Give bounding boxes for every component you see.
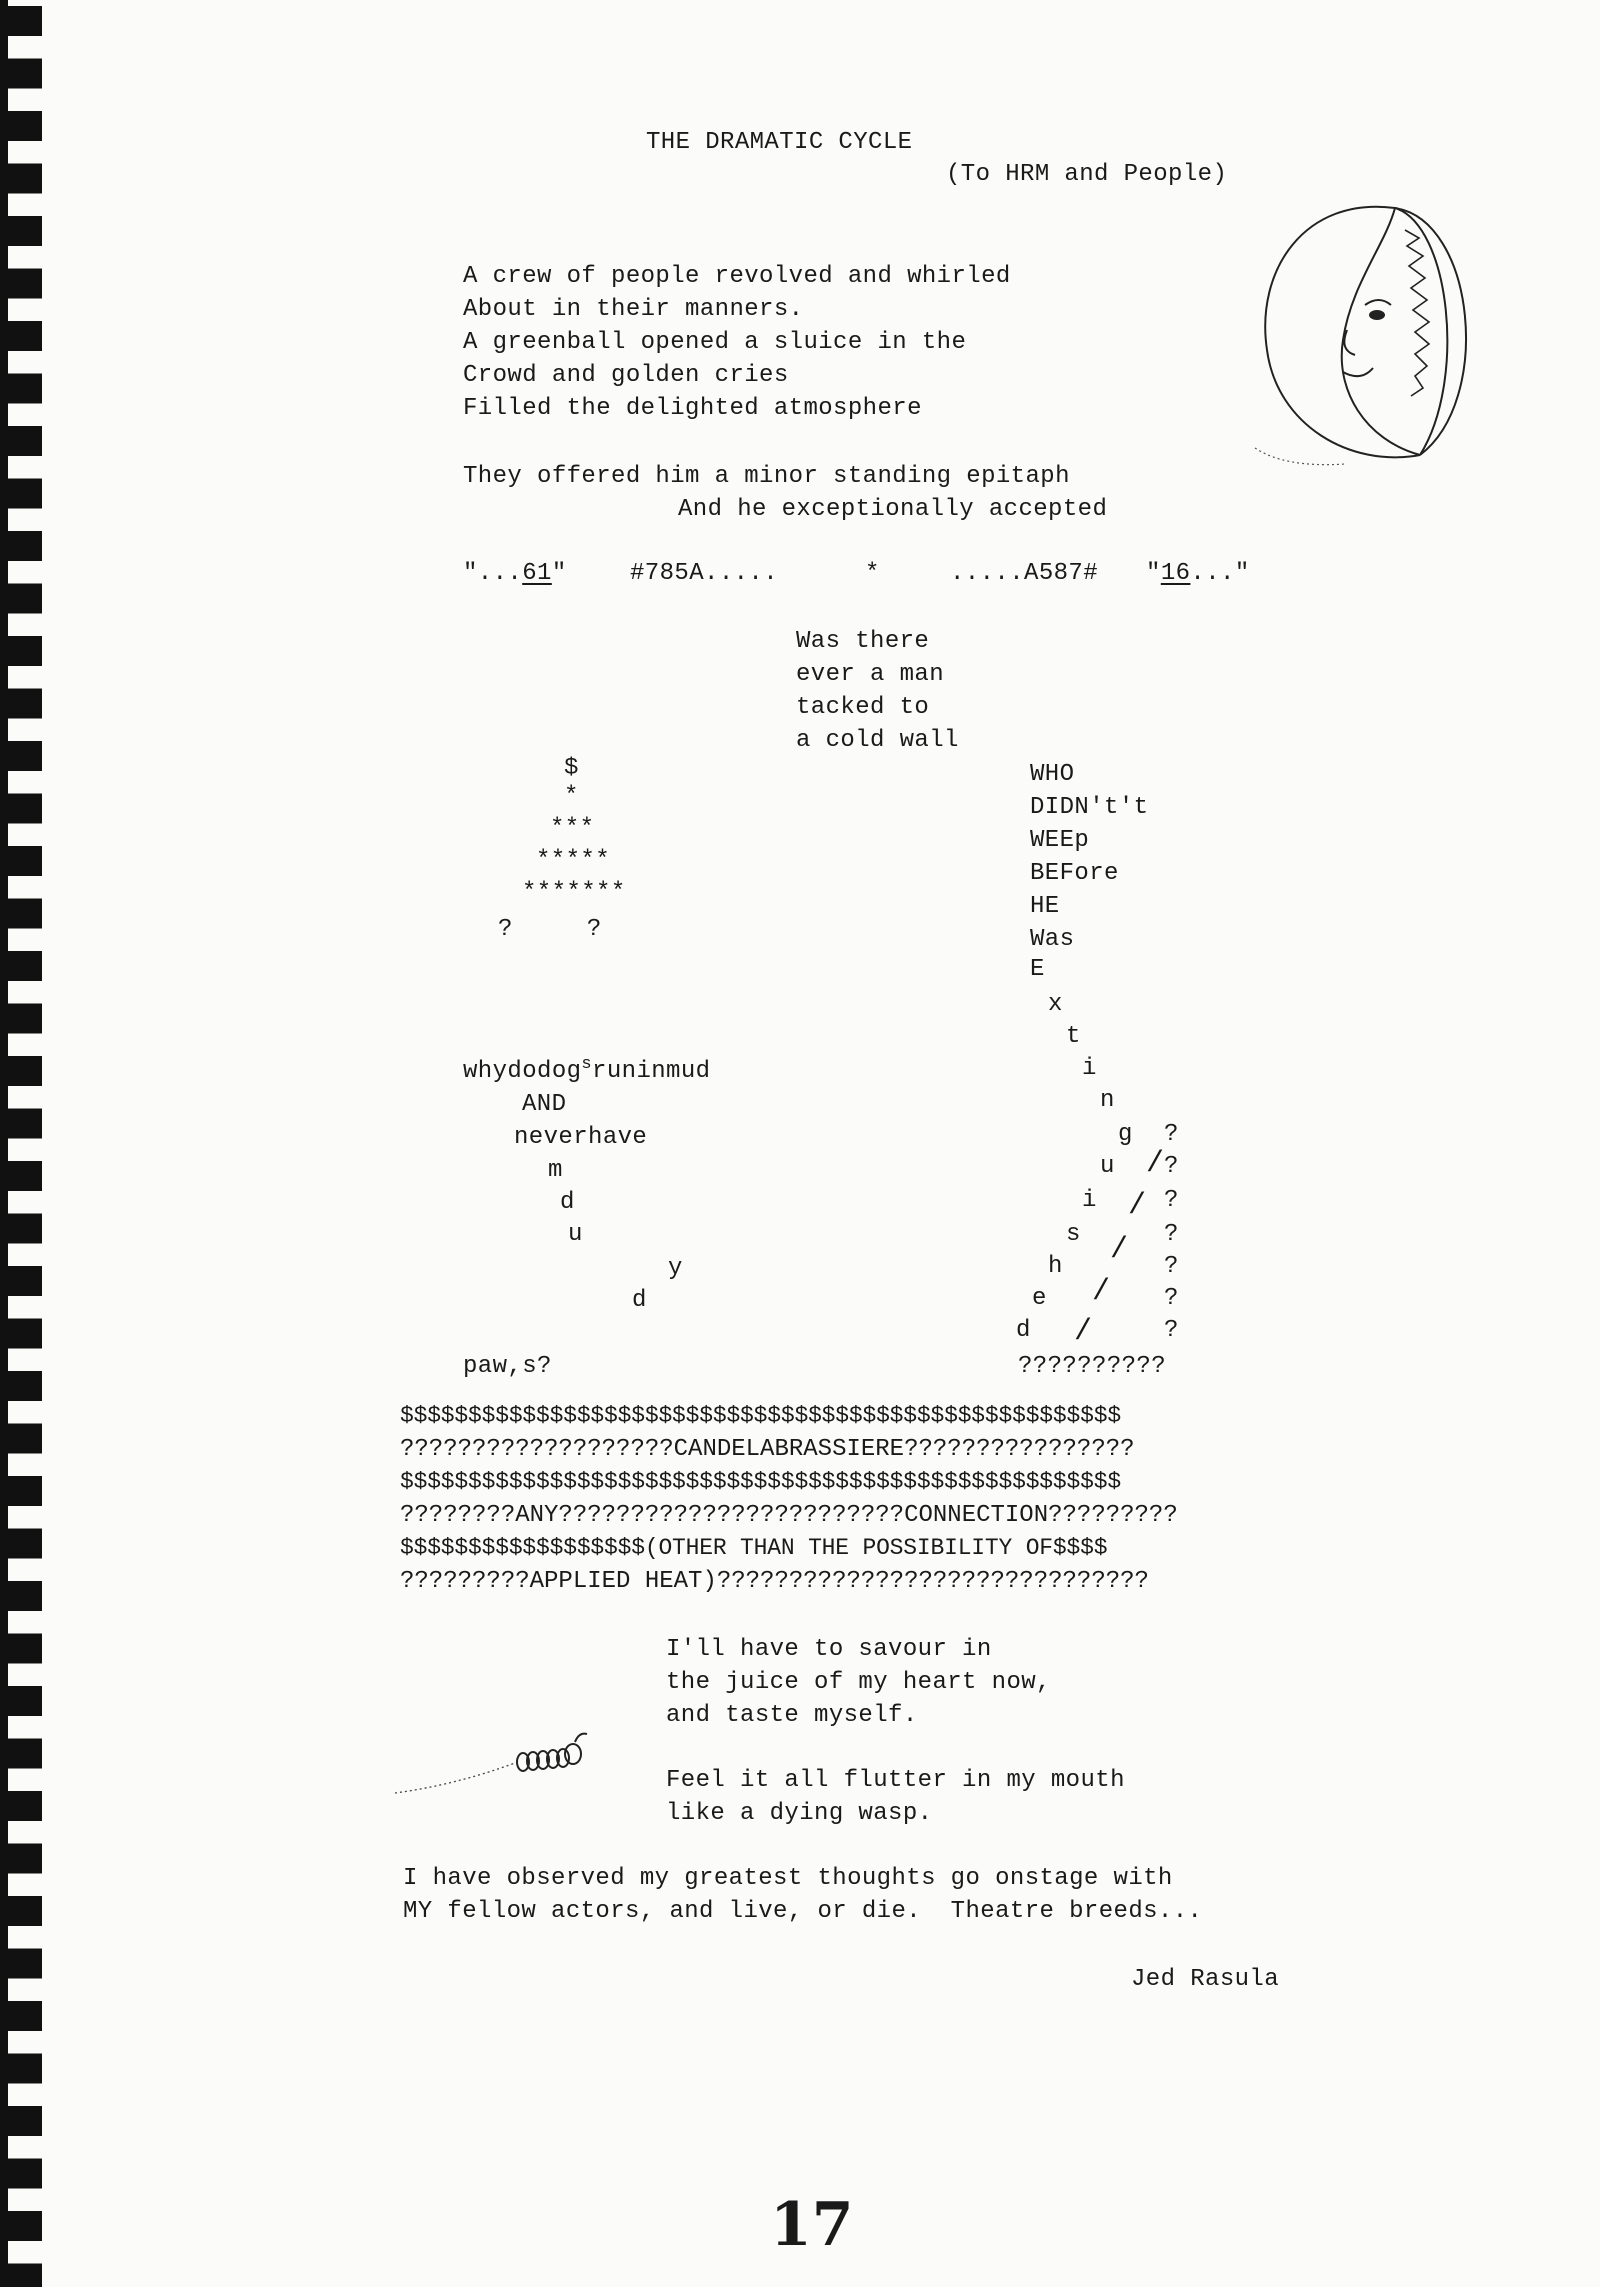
tree-row: *** [550,815,595,842]
binding-hole [0,1004,42,1034]
verse-line: Feel it all flutter in my mouth [666,1767,1125,1794]
diagonal-letter: i [1082,1055,1097,1082]
binding-hole [0,1214,42,1244]
verse-line: WHO [1030,761,1075,788]
binding-hole [0,269,42,299]
question-bar: ?????????? [1018,1353,1167,1380]
binding-hole [0,846,42,876]
binding-hole [0,1056,42,1086]
binding-hole [0,59,42,89]
scatter-letter: m [548,1157,563,1184]
verse-line: Was [1030,926,1075,953]
diagonal-letter: e [1032,1285,1047,1312]
binding-hole [0,899,42,929]
diagonal-letter: d [1016,1317,1031,1344]
binding-hole [0,1529,42,1559]
verse-line: Filled the delighted atmosphere [463,395,922,422]
block-row: ?????????APPLIED HEAT)?????????????????????????????? [400,1568,1149,1595]
diagonal-letter: g [1118,1121,1133,1148]
binding-hole [0,426,42,456]
verse-line: BEFore [1030,860,1119,887]
verse-line: DIDN't't [1030,794,1149,821]
verse-line: AND [522,1091,567,1118]
binding-hole [0,584,42,614]
question-mark: ? [1164,1187,1179,1214]
diagonal-letter: t [1066,1023,1081,1050]
binding-hole [0,2211,42,2241]
tree-row: ******* [522,879,626,906]
question-mark: ? [1164,1253,1179,1280]
binding-hole [0,794,42,824]
verse-line: WEEp [1030,827,1090,854]
tree-row: ***** [536,847,611,874]
code-asterisk: * [865,560,880,587]
binding-hole [0,1476,42,1506]
verse-line: tacked to [796,694,930,721]
binding-hole [0,1686,42,1716]
binding-hole [0,2264,42,2287]
spiral-binding [0,0,50,2287]
slash-mark: / [1146,1147,1165,1181]
verse-line: E [1030,956,1045,983]
verse-line: HE [1030,893,1060,920]
author-name: Jed Rasula [1131,1966,1280,1993]
slash-mark: / [1074,1315,1093,1349]
binding-hole [0,216,42,246]
crescent-moon-face-icon [1245,200,1480,470]
binding-hole [0,374,42,404]
diagonal-letter: s [1066,1221,1081,1248]
slash-mark: / [1092,1275,1111,1309]
binding-hole [0,1844,42,1874]
verse-line: a cold wall [796,727,959,754]
block-row: $$$$$$$$$$$$$$$$$$$$$$$$$$$$$$$$$$$$$$$$$$$$$$$$$$$$$ [400,1469,1121,1495]
block-row: $$$$$$$$$$$$$$$$$$(OTHER THAN THE POSSIBILITY OF$$$$ [400,1535,1108,1561]
binding-hole [0,1371,42,1401]
verse-line: ever a man [796,661,945,688]
code-785a: #785A..... [630,560,779,587]
verse-line: like a dying wasp. [666,1800,933,1827]
question-mark: ? [1164,1285,1179,1312]
block-row: ????????ANY????????????????????????CONNECTION????????? [400,1502,1178,1529]
verse-line: A crew of people revolved and whirled [463,263,1011,290]
verse-line: About in their manners. [463,296,804,323]
binding-hole [0,1581,42,1611]
question-mark: ? [1164,1153,1179,1180]
binding-hole [0,321,42,351]
binding-hole [0,111,42,141]
binding-hole [0,951,42,981]
binding-hole [0,1896,42,1926]
verse-line: A greenball opened a sluice in the [463,329,967,356]
slash-mark: / [1128,1189,1147,1223]
binding-hole [0,636,42,666]
tree-row: * [564,783,579,810]
diagonal-letter: h [1048,1253,1063,1280]
binding-hole [0,2106,42,2136]
binding-hole [0,741,42,771]
code-61: "...61" [463,560,567,587]
slash-mark: / [1110,1233,1129,1267]
scatter-letter: y [668,1255,683,1282]
binding-hole [0,1319,42,1349]
binding-hole [0,1739,42,1769]
binding-hole [0,479,42,509]
binding-hole [0,2159,42,2189]
verse-line: whydodog$^s$runinmud [463,1055,711,1085]
binding-hole [0,2054,42,2084]
page-number: 17 [770,2190,854,2260]
binding-hole [0,6,42,36]
binding-hole [0,1949,42,1979]
question-mark: ? [1164,1317,1179,1344]
binding-hole [0,2001,42,2031]
verse-line: And he exceptionally accepted [678,496,1108,523]
diagonal-letter: x [1048,991,1063,1018]
code-16: "16..." [1146,560,1250,587]
dedication: (To HRM and People) [946,161,1228,188]
binding-hole [0,1791,42,1821]
code-a587: .....A587# [950,560,1099,587]
verse-line: I'll have to savour in [666,1636,992,1663]
binding-hole [0,1109,42,1139]
diagonal-letter: i [1082,1187,1097,1214]
verse-line: Crowd and golden cries [463,362,789,389]
binding-hole [0,1266,42,1296]
verse-line: They offered him a minor standing epitaph [463,463,1070,490]
verse-line: I have observed my greatest thoughts go onstage with [403,1865,1173,1892]
binding-hole [0,164,42,194]
binding-hole [0,689,42,719]
diagonal-letter: u [1100,1153,1115,1180]
poem-title: THE DRAMATIC CYCLE [646,129,913,156]
binding-hole [0,531,42,561]
verse-line: neverhave [514,1124,648,1151]
verse-line: the juice of my heart now, [666,1669,1051,1696]
diagonal-letter: n [1100,1087,1115,1114]
binding-hole [0,1424,42,1454]
scatter-letter: u [568,1221,583,1248]
question-mark: ? [1164,1121,1179,1148]
tree-row: $ [564,755,579,782]
tree-row: ? ? [498,916,602,943]
verse-line: and taste myself. [666,1702,918,1729]
question-mark: ? [1164,1221,1179,1248]
caterpillar-drawing-icon [395,1728,595,1808]
scatter-letter: d [560,1189,575,1216]
verse-line: Was there [796,628,930,655]
scatter-letter: d [632,1287,647,1314]
block-row: ???????????????????CANDELABRASSIERE???????????????? [400,1436,1135,1463]
paws-line: paw,s? [463,1353,552,1380]
verse-line: MY fellow actors, and live, or die. Theatre breeds... [403,1898,1203,1925]
binding-hole [0,1161,42,1191]
binding-hole [0,1634,42,1664]
block-row: $$$$$$$$$$$$$$$$$$$$$$$$$$$$$$$$$$$$$$$$$$$$$$$$$$$$$ [400,1403,1121,1429]
